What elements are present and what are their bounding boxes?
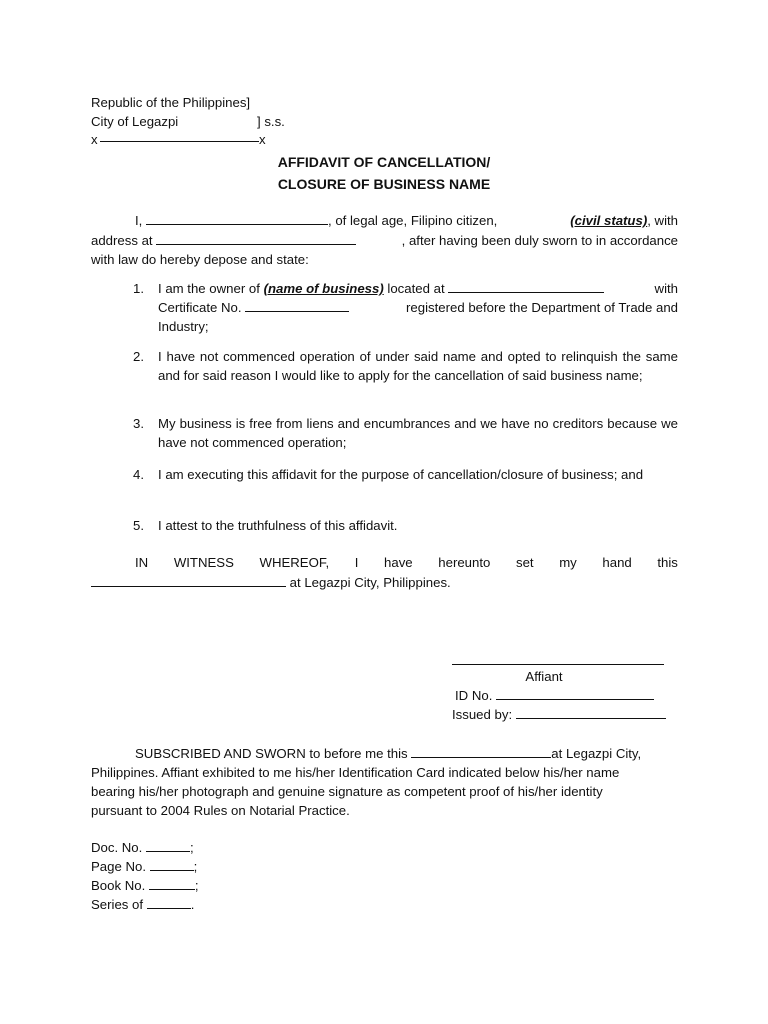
jurat-line-2: Philippines. Affiant exhibited to me his/her Identification Card indicated below his/her name	[91, 765, 620, 780]
item-number: 2.	[133, 349, 144, 364]
witness-place: at Legazpi City, Philippines.	[289, 575, 451, 590]
venue-rule	[100, 141, 259, 142]
witness-word: WHEREOF,	[259, 555, 330, 570]
item-1-with: with	[654, 281, 678, 296]
address-blank[interactable]	[156, 232, 356, 245]
intro-line-1	[91, 211, 678, 230]
document-title-line-2: CLOSURE OF BUSINESS NAME	[277, 176, 491, 192]
issued-by-label: Issued by:	[452, 707, 513, 722]
book-no-end: ;	[194, 878, 199, 893]
item-number: 4.	[133, 467, 144, 482]
venue-republic: Republic of the Philippines	[91, 95, 247, 110]
item-2-text: I have not commenced operation of under said name and opted to relinquish the same and for said reason I would like to apply for the cancellation of said business name;	[158, 349, 678, 383]
venue-bracket-1: ]	[246, 95, 251, 110]
item-1-located-at: located at	[387, 281, 445, 296]
item-number: 1.	[133, 281, 144, 296]
intro-with: , with	[647, 213, 678, 228]
item-number: 3.	[133, 416, 144, 431]
intro-line-3: with law do hereby depose and state:	[91, 252, 309, 267]
affiant-signature-line[interactable]	[452, 664, 664, 665]
item-1-registered: registered before the Department of Trade and	[406, 300, 678, 315]
witness-date-blank[interactable]	[91, 574, 286, 587]
book-no-blank[interactable]	[149, 877, 195, 890]
item-1-line-2	[158, 298, 678, 317]
list-item-1	[133, 279, 678, 336]
book-no-label: Book No.	[91, 878, 146, 893]
venue-line-2	[91, 112, 285, 131]
venue-x-right: x	[259, 132, 266, 147]
doc-no	[91, 838, 194, 857]
item-3-text: My business is free from liens and encumbrances and we have no creditors because we have not commenced operation;	[158, 416, 678, 450]
item-4-text: I am executing this affidavit for the purpose of cancellation/closure of business; and	[158, 467, 644, 482]
civil-status-field: (civil status)	[570, 213, 648, 228]
page-no-blank[interactable]	[150, 858, 194, 871]
series-of-blank[interactable]	[147, 896, 191, 909]
certificate-no-blank[interactable]	[245, 299, 349, 312]
item-number: 5.	[133, 518, 144, 533]
intro-after-address: , after having been duly sworn to in accordance	[401, 233, 678, 248]
series-of-end: .	[190, 897, 195, 912]
affiant-id-no	[455, 686, 654, 705]
item-1-text-a: I am the owner of	[158, 281, 260, 296]
witness-word: WITNESS	[173, 555, 234, 570]
venue-ss: ] s.s.	[257, 114, 285, 129]
page-no	[91, 857, 197, 876]
page-no-end: ;	[193, 859, 198, 874]
list-item-4	[133, 465, 678, 484]
witness-word: set	[515, 555, 534, 570]
witness-word: this	[657, 555, 678, 570]
document-title-line-1: AFFIDAVIT OF CANCELLATION/	[277, 154, 491, 170]
witness-line-2	[91, 573, 451, 592]
name-of-business-field: (name of business)	[263, 281, 384, 296]
doc-no-blank[interactable]	[146, 839, 190, 852]
affiant-label: Affiant	[525, 669, 563, 684]
venue-x-left: x	[91, 132, 98, 147]
jurat-date-blank[interactable]	[411, 745, 551, 758]
jurat-line-1	[91, 744, 678, 763]
affiant-issued-by	[452, 705, 666, 724]
jurat-subscribed: SUBSCRIBED AND SWORN to before me this	[135, 746, 408, 761]
venue-city: City of Legazpi	[91, 114, 179, 129]
witness-word: I	[354, 555, 359, 570]
item-1-line-1	[158, 279, 678, 298]
location-blank[interactable]	[448, 280, 604, 293]
witness-line-1	[91, 553, 678, 572]
doc-no-label: Doc. No.	[91, 840, 143, 855]
intro-line-2	[91, 231, 678, 250]
witness-word: have	[384, 555, 413, 570]
series-of	[91, 895, 194, 914]
list-item-3	[133, 414, 678, 452]
issued-by-blank[interactable]	[516, 706, 666, 719]
page-no-label: Page No.	[91, 859, 146, 874]
list-item-5	[133, 516, 678, 535]
intro-after-name: , of legal age, Filipino citizen,	[328, 213, 498, 228]
id-no-blank[interactable]	[496, 687, 654, 700]
item-1-certificate: Certificate No.	[158, 300, 242, 315]
series-of-label: Series of	[91, 897, 144, 912]
item-5-text: I attest to the truthfulness of this affidavit.	[158, 518, 398, 533]
venue-line-3	[91, 130, 271, 149]
witness-word: my	[559, 555, 577, 570]
intro-address-at: address at	[91, 233, 153, 248]
jurat-line-4: pursuant to 2004 Rules on Notarial Practice.	[91, 803, 350, 818]
book-no	[91, 876, 199, 895]
witness-word: IN	[135, 555, 149, 570]
venue-line-1	[91, 93, 250, 112]
witness-word: hereunto	[438, 555, 491, 570]
list-item-2	[133, 347, 678, 385]
id-no-label: ID No.	[455, 688, 493, 703]
witness-word: hand	[602, 555, 632, 570]
intro-i: I,	[135, 213, 143, 228]
item-1-line-3: Industry;	[158, 319, 209, 334]
doc-no-end: ;	[189, 840, 194, 855]
jurat-place: at Legazpi City,	[551, 746, 642, 761]
jurat-line-3: bearing his/her photograph and genuine signature as competent proof of his/her identity	[91, 784, 603, 799]
name-blank[interactable]	[146, 212, 328, 225]
